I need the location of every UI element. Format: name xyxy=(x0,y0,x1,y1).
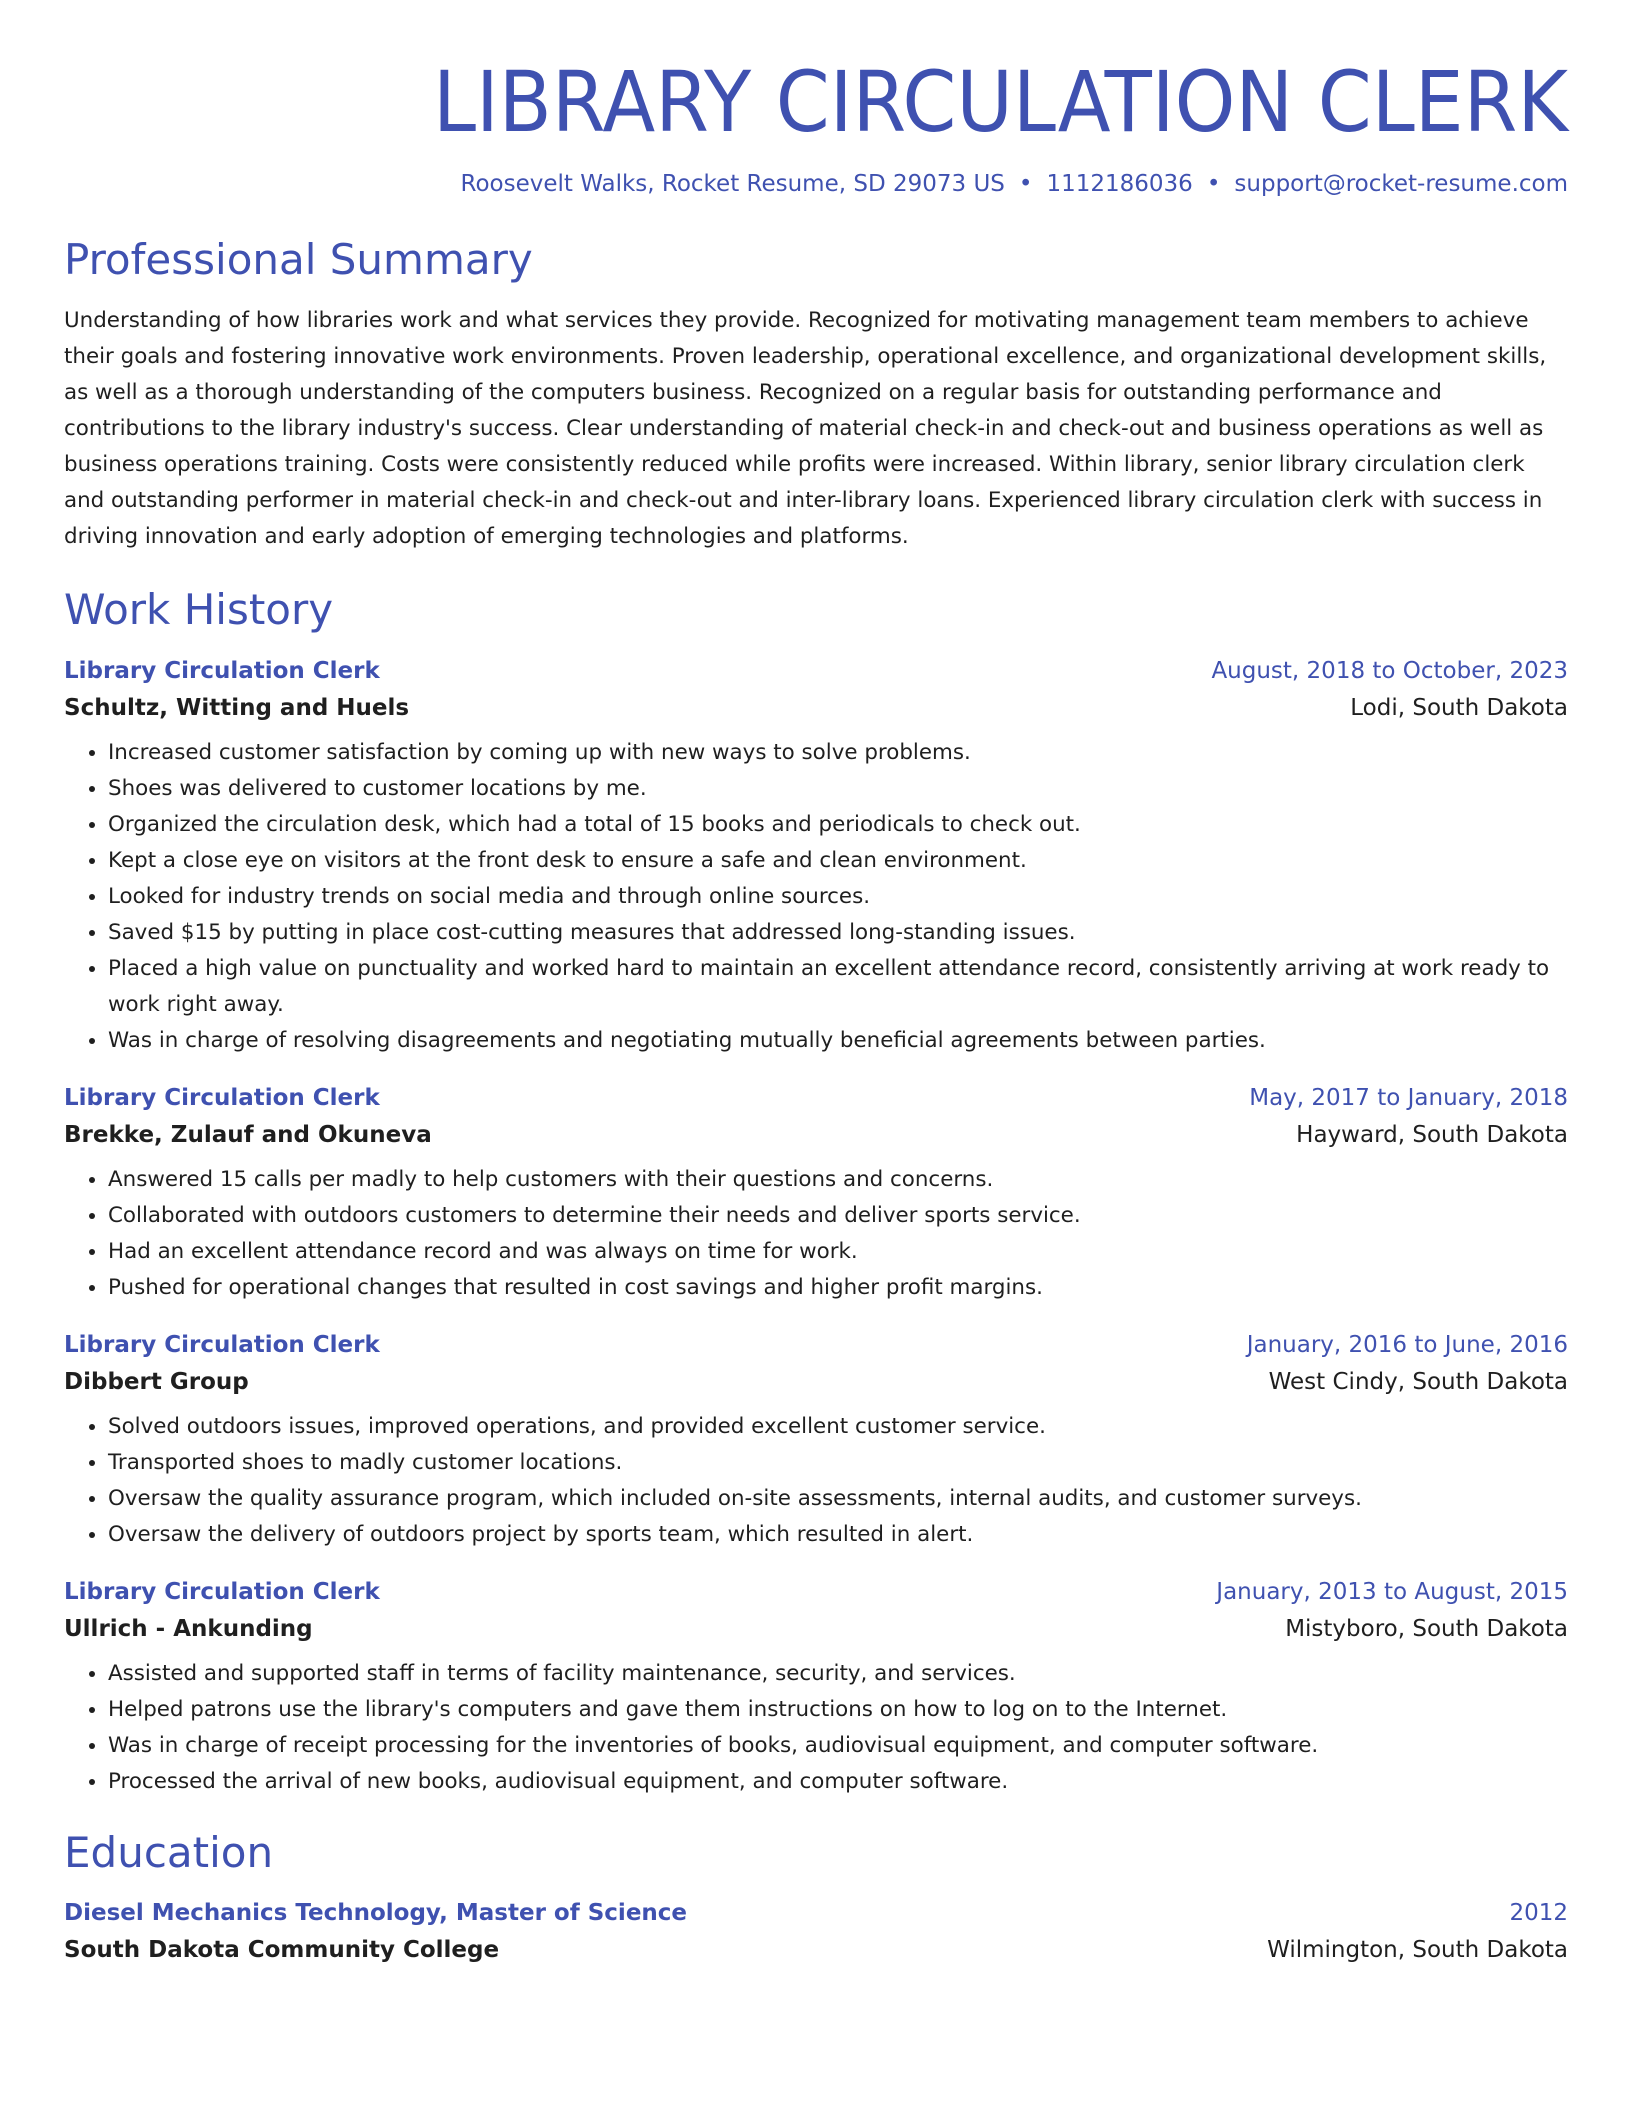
job-entry xyxy=(64,658,1568,1059)
bullet-item: • Saved $15 by putting in place cost-cutting measures that addressed long-standing issues. xyxy=(108,915,1568,951)
bullet-item: • Organized the circulation desk, which had a total of 15 books and periodicals to check out. xyxy=(108,807,1568,843)
bullet-item: • Kept a close eye on visitors at the front desk to ensure a safe and clean environment. xyxy=(108,843,1568,879)
bullet-item: • Assisted and supported staff in terms of facility maintenance, security, and services. xyxy=(108,1656,1568,1692)
job-location: West Cindy, South Dakota xyxy=(1268,1368,1568,1395)
job-title: Library Circulation Clerk xyxy=(64,1084,380,1111)
resume-title: LIBRARY CIRCULATION CLERK xyxy=(432,53,1568,151)
education-school: South Dakota Community College xyxy=(64,1936,500,1963)
contact-email[interactable]: support@rocket-resume.com xyxy=(1234,170,1568,197)
education-degree: Diesel Mechanics Technology, Master of Science xyxy=(64,1899,688,1926)
job-title: Library Circulation Clerk xyxy=(64,1578,380,1605)
summary-heading: Professional Summary xyxy=(64,234,533,284)
education-heading: Education xyxy=(64,1827,274,1877)
bullet-item: • Had an excellent attendance record and was always on time for work. xyxy=(108,1234,1568,1270)
contact-separator: • xyxy=(1018,170,1033,197)
job-dates: January, 2016 to June, 2016 xyxy=(1246,1331,1568,1358)
bullet-item: • Was in charge of resolving disagreements and negotiating mutually beneficial agreements between parties. xyxy=(108,1023,1568,1059)
job-bullets xyxy=(64,735,1568,1059)
bullet-item: • Placed a high value on punctuality and worked hard to maintain an excellent attendance record, consistently arriving at work ready to work right away. xyxy=(108,951,1568,1023)
bullet-item: • Collaborated with outdoors customers to determine their needs and deliver sports service. xyxy=(108,1198,1568,1234)
job-location: Mistyboro, South Dakota xyxy=(1285,1615,1568,1642)
job-entry xyxy=(64,1332,1568,1553)
job-dates: January, 2013 to August, 2015 xyxy=(1216,1578,1568,1605)
bullet-item: • Looked for industry trends on social media and through online sources. xyxy=(108,879,1568,915)
summary-text: Understanding of how libraries work and what services they provide. Recognized for motivating management team members to achieve their goals and fostering innovative work environments. Proven leadership, operational excellence, and organizational development skills, as well as a thorough understanding of the computers business. Recognized on a regular basis for outstanding performance and contributions to the library industry's success. Clear understanding of material check-in and check-out and business operations as well as business operations training. Costs were consistently reduced while profits were increased. Within library, senior library circulation clerk and outstanding performer in material check-in and check-out and inter-library loans. Experienced library circulation clerk with success in driving innovation and early adoption of emerging technologies and platforms. xyxy=(64,308,1547,550)
bullet-item: • Oversaw the delivery of outdoors project by sports team, which resulted in alert. xyxy=(108,1517,1568,1553)
work-history-list xyxy=(64,658,1568,1800)
education-location: Wilmington, South Dakota xyxy=(1267,1936,1568,1963)
job-company: Dibbert Group xyxy=(64,1368,249,1395)
bullet-item: • Transported shoes to madly customer locations. xyxy=(108,1445,1568,1481)
contact-separator: • xyxy=(1206,170,1221,197)
job-bullets xyxy=(64,1162,1568,1306)
job-entry xyxy=(64,1579,1568,1800)
job-bullets xyxy=(64,1409,1568,1553)
job-title: Library Circulation Clerk xyxy=(64,657,380,684)
contact-line xyxy=(64,171,1568,197)
job-title: Library Circulation Clerk xyxy=(64,1331,380,1358)
bullet-item: • Increased customer satisfaction by coming up with new ways to solve problems. xyxy=(108,735,1568,771)
job-entry xyxy=(64,1085,1568,1306)
job-company: Ullrich - Ankunding xyxy=(64,1615,313,1642)
job-location: Lodi, South Dakota xyxy=(1350,694,1568,721)
work-history-heading: Work History xyxy=(64,585,334,635)
bullet-item: • Was in charge of receipt processing for the inventories of books, audiovisual equipment, and computer software. xyxy=(108,1728,1568,1764)
education-entry xyxy=(64,1900,1568,1963)
bullet-item: • Solved outdoors issues, improved operations, and provided excellent customer service. xyxy=(108,1409,1568,1445)
bullet-item: • Helped patrons use the library's computers and gave them instructions on how to log on to the Internet. xyxy=(108,1692,1568,1728)
job-bullets xyxy=(64,1656,1568,1800)
job-company: Schultz, Witting and Huels xyxy=(64,694,410,721)
job-company: Brekke, Zulauf and Okuneva xyxy=(64,1121,432,1148)
job-dates: August, 2018 to October, 2023 xyxy=(1211,657,1568,684)
job-dates: May, 2017 to January, 2018 xyxy=(1249,1084,1568,1111)
education-year: 2012 xyxy=(1509,1899,1568,1926)
contact-address: Roosevelt Walks, Rocket Resume, SD 29073 US xyxy=(460,170,1005,197)
bullet-item: • Oversaw the quality assurance program, which included on-site assessments, internal audits, and customer surveys. xyxy=(108,1481,1568,1517)
bullet-item: • Shoes was delivered to customer locations by me. xyxy=(108,771,1568,807)
bullet-item: • Answered 15 calls per madly to help customers with their questions and concerns. xyxy=(108,1162,1568,1198)
job-location: Hayward, South Dakota xyxy=(1296,1121,1568,1148)
contact-phone: 1112186036 xyxy=(1046,170,1193,197)
bullet-item: • Processed the arrival of new books, audiovisual equipment, and computer software. xyxy=(108,1764,1568,1800)
bullet-item: • Pushed for operational changes that resulted in cost savings and higher profit margins. xyxy=(108,1270,1568,1306)
